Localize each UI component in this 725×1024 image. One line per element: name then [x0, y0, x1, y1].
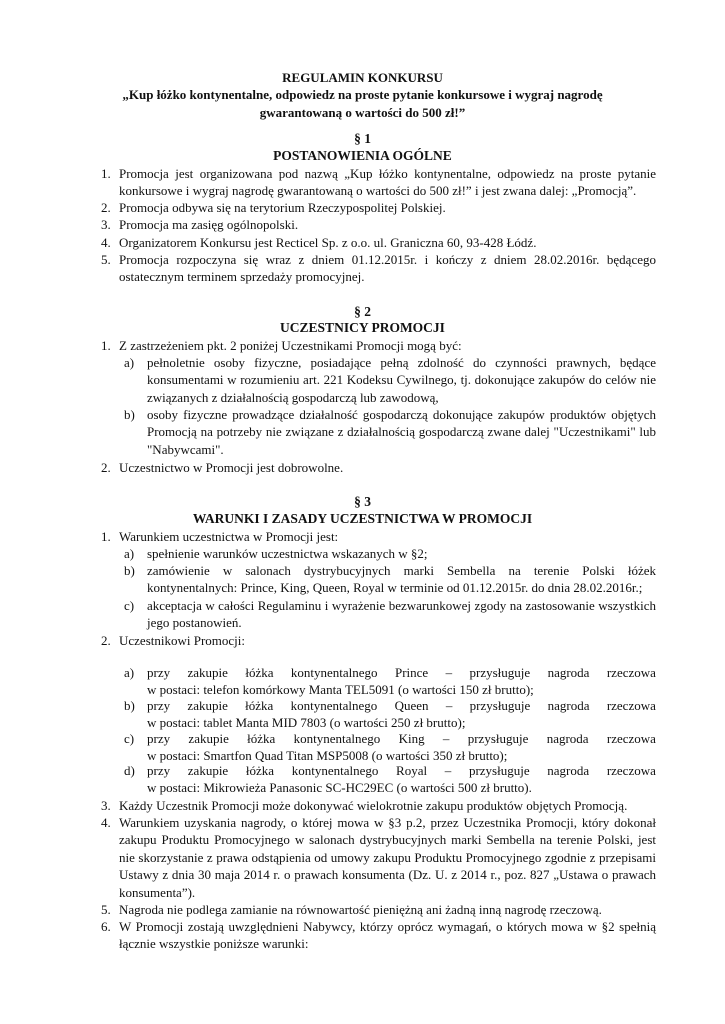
- prize-word: rzeczowa: [606, 665, 656, 680]
- prize-word: Prince: [394, 665, 429, 680]
- prize-word: łóżka: [247, 731, 276, 746]
- prize-word: przy: [147, 665, 171, 680]
- prize-letter: d): [124, 763, 135, 778]
- prize-word: łóżka: [245, 763, 275, 778]
- prize-line-1: [147, 730, 656, 747]
- prize-word: przysługuje: [468, 763, 530, 778]
- prize-word: zakupie: [187, 698, 228, 713]
- prize-line-2: w postaci: Smartfon Quad Titan MSP5008 (o wartości 350 zł brutto);: [147, 748, 508, 763]
- section-3-number: § 3: [354, 494, 371, 509]
- prize-letter: c): [124, 731, 135, 746]
- section-1-number: § 1: [354, 131, 371, 146]
- prize-word: King: [398, 731, 425, 746]
- prize-line-1: [147, 697, 656, 714]
- prize-word: zakupie: [187, 763, 229, 778]
- prize-word: przy: [147, 763, 171, 778]
- prize-word: –: [445, 665, 453, 680]
- prize-word: Queen: [394, 698, 429, 713]
- prize-word: przysługuje: [467, 731, 529, 746]
- prize-word: nagroda: [547, 665, 590, 680]
- prize-word: zakupie: [188, 731, 229, 746]
- prize-line-2: w postaci: Mikrowieża Panasonic SC-HC29EC (o wartości 500 zł brutto).: [147, 780, 532, 795]
- prize-word: rzeczowa: [606, 763, 656, 778]
- section-1-heading: POSTANOWIENIA OGÓLNE: [273, 148, 452, 163]
- prize-word: kontynentalnego: [291, 763, 379, 778]
- prize-word: Royal: [396, 763, 428, 778]
- document-subtitle: „Kup łóżko kontynentalne, odpowiedz na proste pytanie konkursowe i wygraj nagrodę gwarantowaną o wartości do 500 zł!”: [122, 87, 603, 120]
- prize-word: kontynentalnego: [290, 698, 378, 713]
- prize-word: –: [445, 698, 453, 713]
- prize-word: łóżka: [245, 698, 274, 713]
- prize-line-2: w postaci: tablet Manta MID 7803 (o wartości 250 zł brutto);: [147, 715, 466, 730]
- prize-line-1: [147, 762, 656, 779]
- prize-word: –: [444, 763, 452, 778]
- document-page: REGULAMIN KONKURSU „Kup łóżko kontynentalne, odpowiedz na proste pytanie konkursowe i wygraj nagrodę gwarantowaną o wartości do 500 zł!” § 1 POSTANOWIENIA OGÓLNE 1. Promocja jest organizowana pod nazwą „Kup łóżko kontynentalne, odpowiedz na proste pytanie konkursowe i wygraj nagrodę gwarantowaną o wartości do 500 zł!” i jest zwana dalej: „Promocją”. 2. Promocja odbywa się na terytorium Rzeczypospolitej Polskiej. 3. Promocja ma zasięg ogólnopolski. 4. Organizatorem Konkursu jest Recticel Sp. z o.o. ul. Graniczna 60, 93-428 Łódź. 5. Promocja rozpoczyna się wraz z dniem 01.12.2015r. i kończy z dniem 28.02.2016r. będącego ostatecznym terminem sprzedaży promocyjnej. § 2 UCZESTNICY PROMOCJI 1. Z zastrzeżeniem pkt. 2 poniżej Uczestnikami Promocji mogą być: a) pełnoletnie osoby fizyczne, posiadające pełną zdolność do czynności prawnych, będące konsumentami w rozumieniu art. 221 Kodeksu Cywilnego, tj. dokonujące zakupów do celów nie związanych z działalnością gospodarczą lub zawodową, b) osoby fizyczne prowadzące działalność gospodarczą dokonujące zakupów produktów objętych Promocją na potrzeby nie związane z działalnością gospodarczą zwane dalej "Uczestnikami" lub "Nabywcami". 2. Uczestnictwo w Promocji jest dobrowolne. § 3 WARUNKI I ZASADY UCZESTNICTWA W PROMOCJI 1. Warunkiem uczestnictwa w Promocji jest: a) spełnienie warunków uczestnictwa wskazanych w §2; b) zamówienie w salonach dystrybucyjnych marki Sembella na terenie Polski łóżek kontynentalnych: Prince, King, Queen, Royal w terminie od 01.12.2015r. do dnia 28.02.2016r.; c) akceptacja w całości Regulaminu i wyrażenie bezwarunkowej zgody na zastosowanie wszystkich jego postanowień. 2. Uczestnikowi Promocji: a) przy zakupie łóżka kontynentalnego Prince – przysługuje nagroda rzeczowa w postaci: telefon komórkowy Manta TEL5091 (o wartości 150 zł brutto); b) przy zakupie łóżka kontynentalnego Queen – przysługuje nagroda rzeczowa w postaci: tablet Manta MID 7803 (o wartości 250 zł brutto); c) przy zakupie łóżka kontynentalnego King – przysługuje nagroda rzeczowa w postaci: Smartfon Quad Titan MSP5008 (o wartości 350 zł brutto); d) przy zakupie łóżka kontynentalnego Royal – przysługuje nagroda rzeczowa w postaci: Mikrowieża Panasonic SC-HC29EC (o wartości 500 zł brutto). 3. Każdy Uczestnik Promocji może dokonywać wielokrotnie zakupu produktów objętych Promocją. 4. Warunkiem uzyskania nagrody, o której mowa w §3 p.2, przez Uczestnika Promocji, który dokonał zakupu Produktu Promocyjnego w salonach dystrybucyjnych marki Sembella na terenie Polski, jest nie skorzystanie z prawa odstąpienia od umowy zakupu Produktu Promocyjnego zgodnie z przepisami Ustawy z dnia 30 maja 2014 r. o prawach konsumenta (Dz. U. z 2014 r., poz. 827 „Ustawa o prawach konsumenta”). 5. Nagroda nie podlega zamianie na równowartość pieniężną ani żadną inną nagrodę rzeczową. 6. W Promocji zostają uwzględnieni Nabywcy, którzy oprócz wymagań, o których mowa w §2 spełnią łącznie wszystkie poniższe warunki:: [0, 0, 725, 1024]
- prize-letter: a): [124, 665, 135, 680]
- section-2-heading: UCZESTNICY PROMOCJI: [280, 320, 445, 335]
- document-title: REGULAMIN KONKURSU: [282, 70, 443, 85]
- section-2-number: § 2: [354, 304, 371, 319]
- prize-word: łóżka: [245, 665, 274, 680]
- prize-word: nagroda: [547, 698, 590, 713]
- prize-word: rzeczowa: [606, 698, 656, 713]
- prize-line-2: w postaci: telefon komórkowy Manta TEL5091 (o wartości 150 zł brutto);: [147, 682, 534, 697]
- prize-word: przy: [147, 731, 171, 746]
- prize-word: przy: [147, 698, 171, 713]
- prize-word: –: [442, 731, 450, 746]
- prize-word: rzeczowa: [606, 731, 656, 746]
- prize-letter: b): [124, 698, 135, 713]
- prize-line-1: [147, 664, 656, 681]
- prize-word: kontynentalnego: [293, 731, 381, 746]
- prize-word: zakupie: [187, 665, 228, 680]
- prize-word: kontynentalnego: [290, 665, 378, 680]
- prize-word: przysługuje: [469, 698, 531, 713]
- section-3-heading: WARUNKI I ZASADY UCZESTNICTWA W PROMOCJI: [192, 511, 533, 526]
- prize-word: nagroda: [547, 763, 590, 778]
- prize-word: przysługuje: [469, 665, 531, 680]
- prize-word: nagroda: [546, 731, 589, 746]
